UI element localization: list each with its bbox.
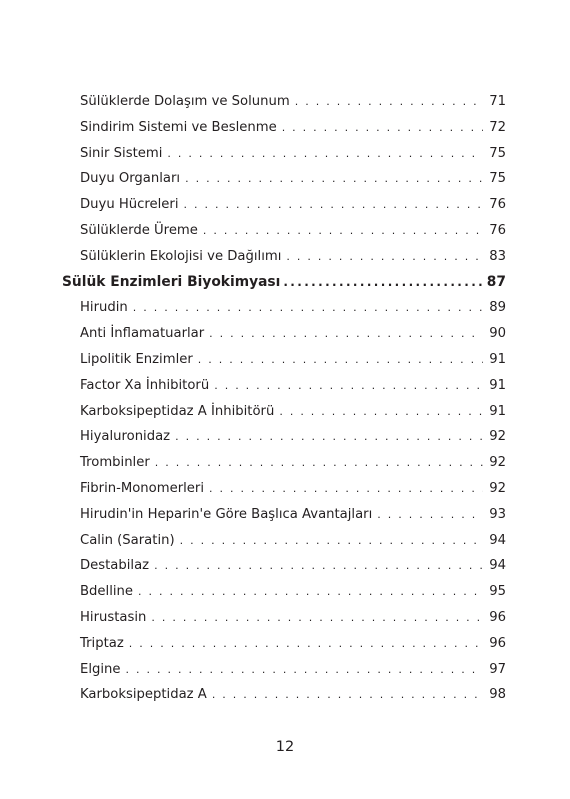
- dot-leader: [214, 373, 483, 399]
- toc-entry-page: 71: [489, 94, 506, 109]
- toc-entry: [62, 218, 506, 244]
- dot-leader: [175, 424, 483, 450]
- toc-entry-title: Anti İnflamatuarlar: [80, 326, 205, 342]
- toc-entry-title: Bdelline: [80, 584, 133, 600]
- dot-leader: [151, 605, 483, 631]
- toc-entry-page: 95: [489, 584, 506, 600]
- toc-entry: [62, 450, 506, 476]
- toc-entry: [62, 682, 506, 708]
- toc-entry-title: Duyu Hücreleri: [80, 197, 179, 213]
- dot-leader: [167, 141, 483, 167]
- toc-entry: [62, 399, 506, 425]
- toc-entry-title: Sinir Sistemi: [80, 145, 163, 161]
- toc-entry-page: 93: [489, 506, 506, 522]
- toc-entry-page: 75: [489, 145, 506, 161]
- toc-entry-title: Sülüklerde Dolaşım ve Solunum: [80, 94, 290, 109]
- toc-entry: [62, 631, 506, 657]
- toc-chapter-entry: [62, 270, 506, 296]
- toc-entry-title: Karboksipeptidaz A İnhibitörü: [80, 403, 275, 419]
- dot-leader: [286, 244, 483, 270]
- toc-entry-page: 98: [489, 687, 506, 703]
- toc-entry: [62, 141, 506, 167]
- toc-entry-title: Lipolitik Enzimler: [80, 351, 193, 367]
- dot-leader: [184, 192, 484, 218]
- toc-entry: [62, 476, 506, 502]
- toc-entry-title: Hirudin: [80, 300, 128, 316]
- toc-entry-page: 92: [489, 429, 506, 445]
- toc-entry-page: 91: [489, 377, 506, 393]
- toc-entry: [62, 321, 506, 347]
- toc-entry: [62, 115, 506, 141]
- toc-entry-title: Duyu Organları: [80, 171, 181, 187]
- toc-entry-page: 76: [489, 197, 506, 213]
- toc-entry-page: 72: [489, 119, 506, 135]
- toc-entry-page: 94: [489, 558, 506, 574]
- dot-leader: [155, 450, 483, 476]
- table-of-contents: [62, 89, 506, 708]
- toc-entry-title: Sülüklerin Ekolojisi ve Dağılımı: [80, 248, 282, 264]
- dot-leader: [198, 347, 483, 373]
- dot-leader: [133, 295, 483, 321]
- toc-entry-page: 92: [489, 455, 506, 471]
- toc-entry-title: Calin (Saratin): [80, 532, 175, 548]
- dot-leader: [295, 89, 484, 115]
- toc-entry-title: Trombinler: [80, 455, 150, 471]
- toc-entry: [62, 192, 506, 218]
- toc-entry-page: 92: [489, 480, 506, 496]
- dot-leader: [283, 270, 483, 296]
- toc-entry-title: Factor Xa İnhibitorü: [80, 377, 210, 393]
- toc-entry: [62, 502, 506, 528]
- toc-entry-page: 91: [489, 351, 506, 367]
- dot-leader: [154, 553, 483, 579]
- toc-entry: [62, 657, 506, 683]
- dot-leader: [212, 682, 483, 708]
- toc-entry-title: Hiyaluronidaz: [80, 429, 171, 445]
- page-number: 12: [275, 739, 295, 755]
- dot-leader: [282, 115, 484, 141]
- toc-entry-page: 75: [489, 171, 506, 187]
- toc-entry: [62, 424, 506, 450]
- dot-leader: [129, 631, 483, 657]
- toc-entry-page: 94: [489, 532, 506, 548]
- toc-entry: [62, 166, 506, 192]
- toc-entry-page: 97: [489, 661, 506, 677]
- toc-chapter-title: Sülük Enzimleri Biyokimyası: [62, 273, 281, 290]
- dot-leader: [203, 218, 483, 244]
- dot-leader: [180, 528, 484, 554]
- toc-entry: [62, 373, 506, 399]
- toc-entry: [62, 347, 506, 373]
- toc-entry-title: Karboksipeptidaz A: [80, 687, 207, 703]
- toc-entry-page: 91: [489, 403, 506, 419]
- toc-entry-title: Hirudin'in Heparin'e Göre Başlıca Avantajları: [80, 506, 373, 522]
- dot-leader: [185, 166, 483, 192]
- toc-entry-title: Elgine: [80, 661, 121, 677]
- toc-entry: [62, 89, 506, 115]
- toc-entry: [62, 553, 506, 579]
- toc-entry-page: 83: [489, 248, 506, 264]
- toc-entry-title: Sülüklerde Üreme: [80, 222, 198, 238]
- toc-entry: [62, 528, 506, 554]
- toc-entry-page: 76: [489, 222, 506, 238]
- toc-entry: [62, 295, 506, 321]
- toc-entry-title: Fibrin-Monomerleri: [80, 480, 204, 496]
- dot-leader: [138, 579, 483, 605]
- toc-entry-title: Destabilaz: [80, 558, 150, 574]
- dot-leader: [279, 399, 483, 425]
- dot-leader: [209, 321, 483, 347]
- toc-entry-page: 96: [489, 635, 506, 651]
- toc-entry-page: 90: [489, 326, 506, 342]
- toc-entry-page: 96: [489, 609, 506, 625]
- dot-leader: [209, 476, 483, 502]
- dot-leader: [377, 502, 483, 528]
- dot-leader: [126, 657, 484, 683]
- toc-entry: [62, 605, 506, 631]
- toc-entry-title: Triptaz: [80, 635, 124, 651]
- toc-entry: [62, 579, 506, 605]
- toc-entry-page: 89: [489, 300, 506, 316]
- toc-entry: [62, 244, 506, 270]
- toc-entry-title: Sindirim Sistemi ve Beslenme: [80, 119, 277, 135]
- toc-entry-title: Hirustasin: [80, 609, 147, 625]
- toc-chapter-page: 87: [486, 273, 506, 290]
